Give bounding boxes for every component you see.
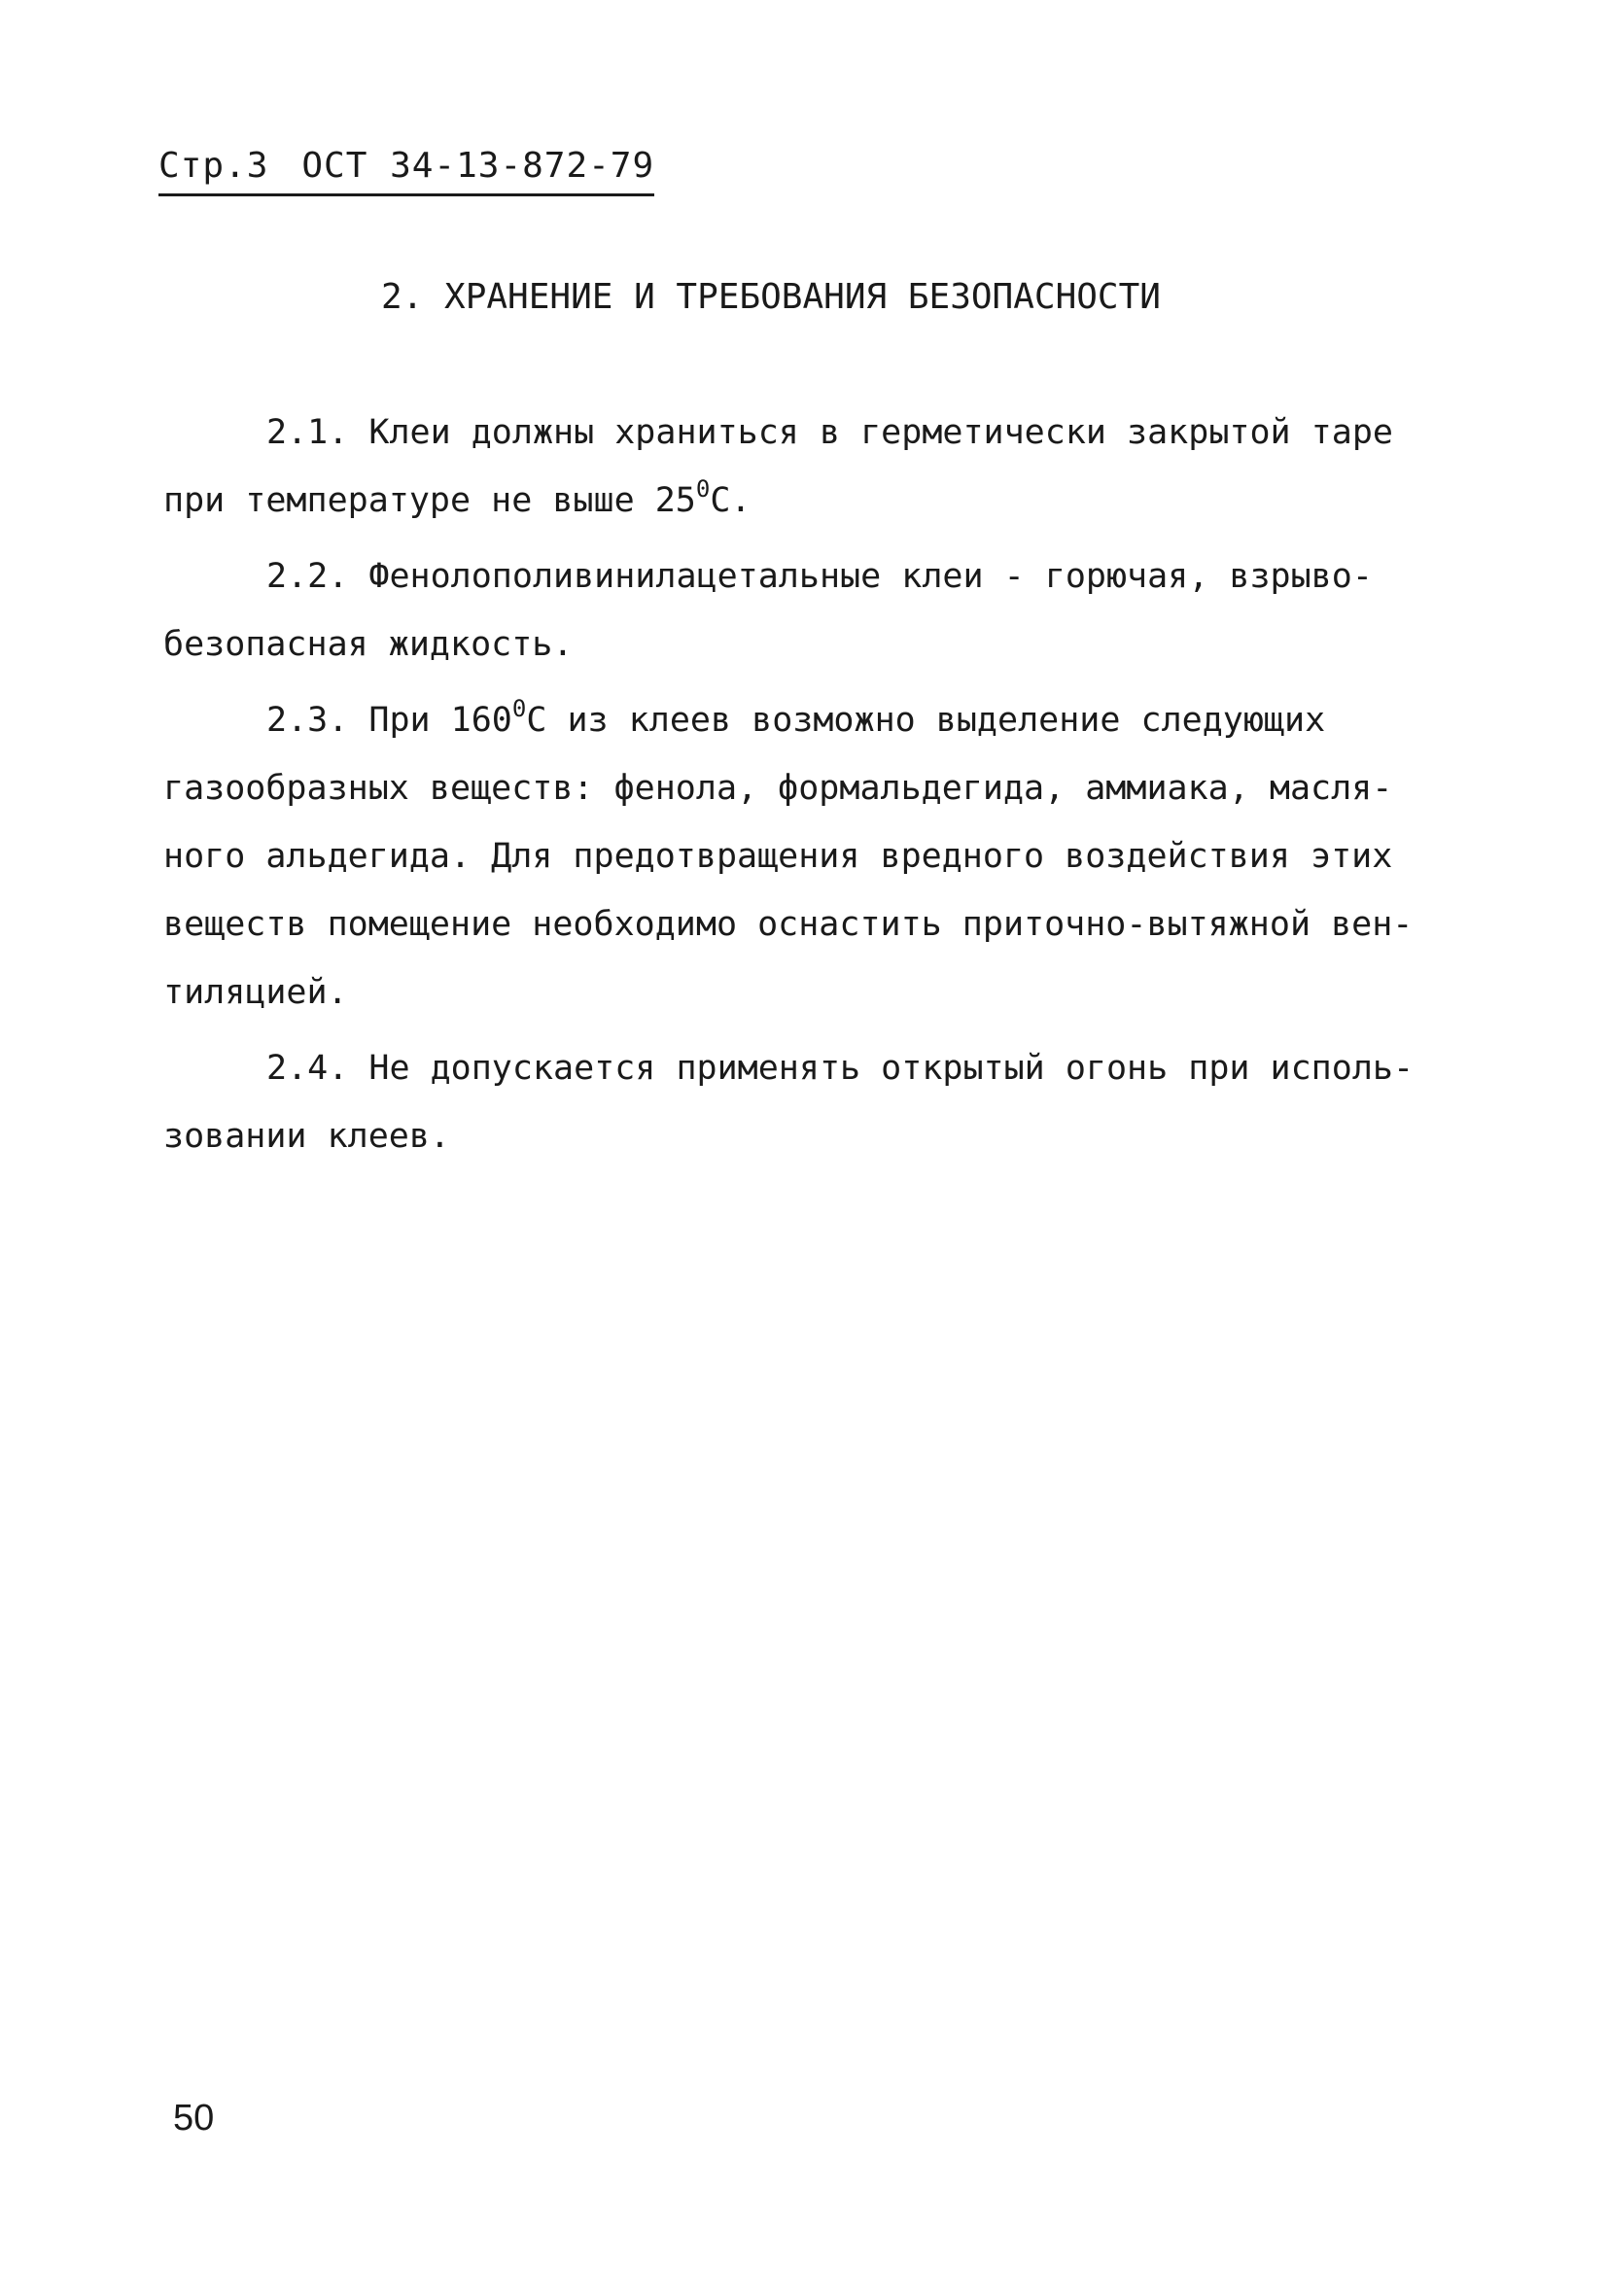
- paragraph-number: 2.3.: [266, 701, 349, 740]
- paragraph-line: [163, 1034, 1417, 1102]
- paragraph-text: При 160: [368, 701, 512, 740]
- paragraph-line: ного альдегида. Для предотвращения вредного воздействия этих: [163, 837, 1393, 876]
- paragraph-2-2: [163, 542, 1417, 678]
- paragraph-text: при температуре не выше 25: [163, 481, 696, 520]
- paragraph-text: Фенолополивинилацетальные клеи - горючая, взрыво-: [368, 557, 1373, 596]
- paragraph-line: [163, 542, 1417, 610]
- paragraph-text: С.: [710, 481, 752, 520]
- page-number: 50: [173, 2098, 215, 2139]
- degree-superscript: 0: [511, 695, 527, 723]
- document-body: [163, 399, 1417, 1178]
- page-label: Стр.3: [158, 146, 269, 186]
- paragraph-number: 2.4.: [266, 1049, 349, 1088]
- paragraph-line: безопасная жидкость.: [163, 625, 574, 664]
- paragraph-text: Не допускается применять открытый огонь при исполь-: [368, 1049, 1415, 1088]
- paragraph-line: зовании клеев.: [163, 1117, 451, 1156]
- paragraph-line: веществ помещение необходимо оснастить приточно-вытяжной вен-: [163, 905, 1414, 944]
- paragraph-line: газообразных веществ: фенола, формальдегида, аммиака, масля-: [163, 769, 1393, 808]
- section-title: 2. ХРАНЕНИЕ И ТРЕБОВАНИЯ БЕЗОПАСНОСТИ: [381, 277, 1161, 317]
- document-code: ОСТ 34-13-872-79: [301, 146, 655, 186]
- paragraph-text: С из клеев возможно выделение следующих: [526, 701, 1326, 740]
- paragraph-text: Клеи должны храниться в герметически закрытой таре: [368, 413, 1393, 452]
- degree-superscript: 0: [695, 475, 711, 504]
- page-header: [158, 146, 654, 196]
- paragraph-line: [163, 399, 1417, 467]
- paragraph-2-4: [163, 1034, 1417, 1170]
- paragraph-number: 2.1.: [266, 413, 349, 452]
- paragraph-2-1: [163, 399, 1417, 535]
- paragraph-2-3: [163, 686, 1417, 1026]
- paragraph-number: 2.2.: [266, 557, 349, 596]
- paragraph-line: [163, 467, 1417, 535]
- paragraph-line: [163, 686, 1417, 754]
- paragraph-line: тиляцией.: [163, 973, 348, 1012]
